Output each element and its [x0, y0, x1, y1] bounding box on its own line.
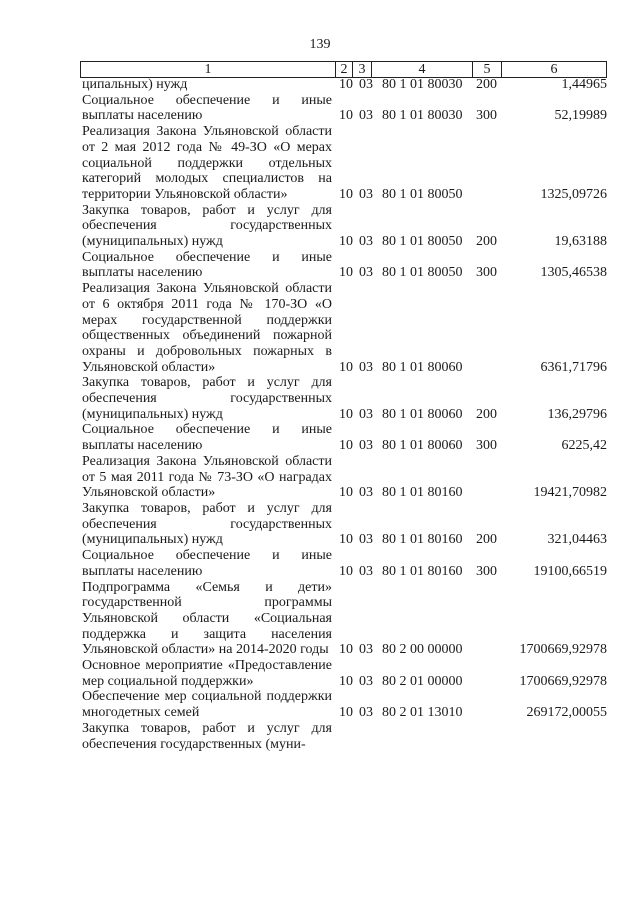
- row-description: Социальное обеспечение и иные выплаты населению: [82, 548, 332, 579]
- row-description: Закупка товаров, работ и услуг для обеспечения государственных (муни-: [82, 720, 332, 752]
- row-expense-type-code: 200: [476, 406, 497, 422]
- row-target-article-code: 80 2 00 00000: [382, 642, 463, 658]
- row-subsection-code: 03: [359, 485, 373, 501]
- row-subsection-code: 03: [359, 705, 373, 721]
- row-description: Закупка товаров, работ и услуг для обеспечения государственных (муниципальных) нужд: [82, 375, 332, 422]
- row-subsection-code: 03: [359, 438, 373, 454]
- row-expense-type-code: 300: [476, 438, 497, 454]
- row-subsection-code: 03: [359, 673, 373, 689]
- row-subsection-code: 03: [359, 532, 373, 548]
- column-header-table: [80, 61, 607, 78]
- table-row: [0, 721, 640, 752]
- table-row: [0, 422, 640, 453]
- row-description: Закупка товаров, работ и услуг для обеспечения государственных (муниципальных) нужд: [82, 202, 332, 250]
- table-row: [0, 124, 640, 203]
- row-expense-type-code: 200: [476, 532, 497, 548]
- row-section-code: 10: [339, 359, 353, 375]
- row-amount: 1700669,92978: [519, 673, 607, 689]
- row-target-article-code: 80 1 01 80160: [382, 563, 463, 579]
- table-row: [0, 454, 640, 501]
- header-col-1: 1: [81, 62, 336, 78]
- row-section-code: 10: [339, 406, 353, 422]
- table-row: [0, 580, 640, 659]
- row-amount: 19421,70982: [533, 485, 607, 501]
- row-expense-type-code: 300: [476, 563, 497, 579]
- row-target-article-code: 80 1 01 80060: [382, 438, 463, 454]
- row-description: Подпрограмма «Семья и дети» государственной программы Ульяновской области «Социальная поддержка и защита населения Ульяновской области» на 2014-2020 годы: [82, 579, 332, 658]
- row-section-code: 10: [339, 108, 353, 124]
- row-subsection-code: 03: [359, 642, 373, 658]
- row-target-article-code: 80 1 01 80050: [382, 265, 463, 281]
- row-subsection-code: 03: [359, 186, 373, 202]
- row-amount: 6361,71796: [540, 359, 607, 375]
- row-amount: 1325,09726: [540, 186, 607, 202]
- row-amount: 19,63188: [554, 234, 607, 250]
- row-expense-type-code: 300: [476, 265, 497, 281]
- table-row: [0, 250, 640, 281]
- row-subsection-code: 03: [359, 77, 373, 93]
- row-section-code: 10: [339, 438, 353, 454]
- row-description: Обеспечение мер социальной поддержки многодетных семей: [82, 689, 332, 721]
- row-section-code: 10: [339, 642, 353, 658]
- row-description: Реализация Закона Ульяновской области от 5 мая 2011 года № 73-ЗО «О наградах Ульяновской области»: [82, 453, 332, 501]
- table-row: [0, 203, 640, 250]
- row-subsection-code: 03: [359, 563, 373, 579]
- row-amount: 1305,46538: [540, 265, 607, 281]
- table-row: [0, 689, 640, 720]
- row-section-code: 10: [339, 563, 353, 579]
- row-target-article-code: 80 1 01 80160: [382, 485, 463, 501]
- table-row: [0, 658, 640, 689]
- row-subsection-code: 03: [359, 265, 373, 281]
- table-row: [0, 375, 640, 422]
- row-amount: 269172,00055: [526, 705, 607, 721]
- row-description: Реализация Закона Ульяновской области от 2 мая 2012 года № 49-ЗО «О мерах социальной поддержки отдельных категорий молодых специалистов на территории Ульяновской области»: [82, 124, 332, 202]
- header-col-5: 5: [473, 62, 502, 78]
- table-row: [0, 548, 640, 579]
- row-expense-type-code: 200: [476, 77, 497, 93]
- row-subsection-code: 03: [359, 359, 373, 375]
- row-description: Социальное обеспечение и иные выплаты населению: [82, 249, 332, 281]
- row-section-code: 10: [339, 705, 353, 721]
- row-section-code: 10: [339, 265, 353, 281]
- row-section-code: 10: [339, 77, 353, 93]
- table-row: [0, 77, 640, 93]
- page-number: 139: [309, 37, 331, 52]
- row-subsection-code: 03: [359, 406, 373, 422]
- row-section-code: 10: [339, 234, 353, 250]
- table-row: [0, 281, 640, 375]
- row-section-code: 10: [339, 485, 353, 501]
- row-section-code: 10: [339, 673, 353, 689]
- row-target-article-code: 80 2 01 13010: [382, 705, 463, 721]
- row-amount: 6225,42: [561, 438, 607, 454]
- row-target-article-code: 80 2 01 00000: [382, 673, 463, 689]
- row-expense-type-code: 300: [476, 108, 497, 124]
- row-description: Социальное обеспечение и иные выплаты населению: [82, 422, 332, 454]
- row-target-article-code: 80 1 01 80060: [382, 359, 463, 375]
- row-subsection-code: 03: [359, 108, 373, 124]
- header-col-4: 4: [372, 62, 473, 78]
- header-col-6: 6: [502, 62, 607, 78]
- row-expense-type-code: 200: [476, 234, 497, 250]
- row-amount: 1,44965: [561, 77, 607, 93]
- row-description: ципальных) нужд: [82, 77, 188, 92]
- row-section-code: 10: [339, 186, 353, 202]
- row-section-code: 10: [339, 532, 353, 548]
- row-amount: 1700669,92978: [519, 642, 607, 658]
- header-col-3: 3: [353, 62, 372, 78]
- row-target-article-code: 80 1 01 80050: [382, 186, 463, 202]
- row-amount: 136,29796: [547, 406, 607, 422]
- row-amount: 19100,66519: [533, 563, 607, 579]
- row-description: Социальное обеспечение и иные выплаты населению: [82, 92, 332, 124]
- row-description: Закупка товаров, работ и услуг для обеспечения государственных (муниципальных) нужд: [82, 500, 332, 548]
- table-row: [0, 501, 640, 548]
- row-target-article-code: 80 1 01 80160: [382, 532, 463, 548]
- row-target-article-code: 80 1 01 80030: [382, 77, 463, 93]
- row-description: Реализация Закона Ульяновской области от 6 октября 2011 года № 170-ЗО «О мерах государственной поддержки общественных объединений пожарной охраны и добровольных пожарных в Ульяновской области»: [82, 281, 332, 375]
- row-target-article-code: 80 1 01 80060: [382, 406, 463, 422]
- row-description: Основное мероприятие «Предоставление мер социальной поддержки»: [82, 658, 332, 689]
- row-subsection-code: 03: [359, 234, 373, 250]
- table-row: [0, 93, 640, 124]
- header-col-2: 2: [336, 62, 353, 78]
- row-target-article-code: 80 1 01 80030: [382, 108, 463, 124]
- row-target-article-code: 80 1 01 80050: [382, 234, 463, 250]
- row-amount: 52,19989: [554, 108, 607, 124]
- budget-table-body: [0, 77, 640, 752]
- row-amount: 321,04463: [547, 532, 607, 548]
